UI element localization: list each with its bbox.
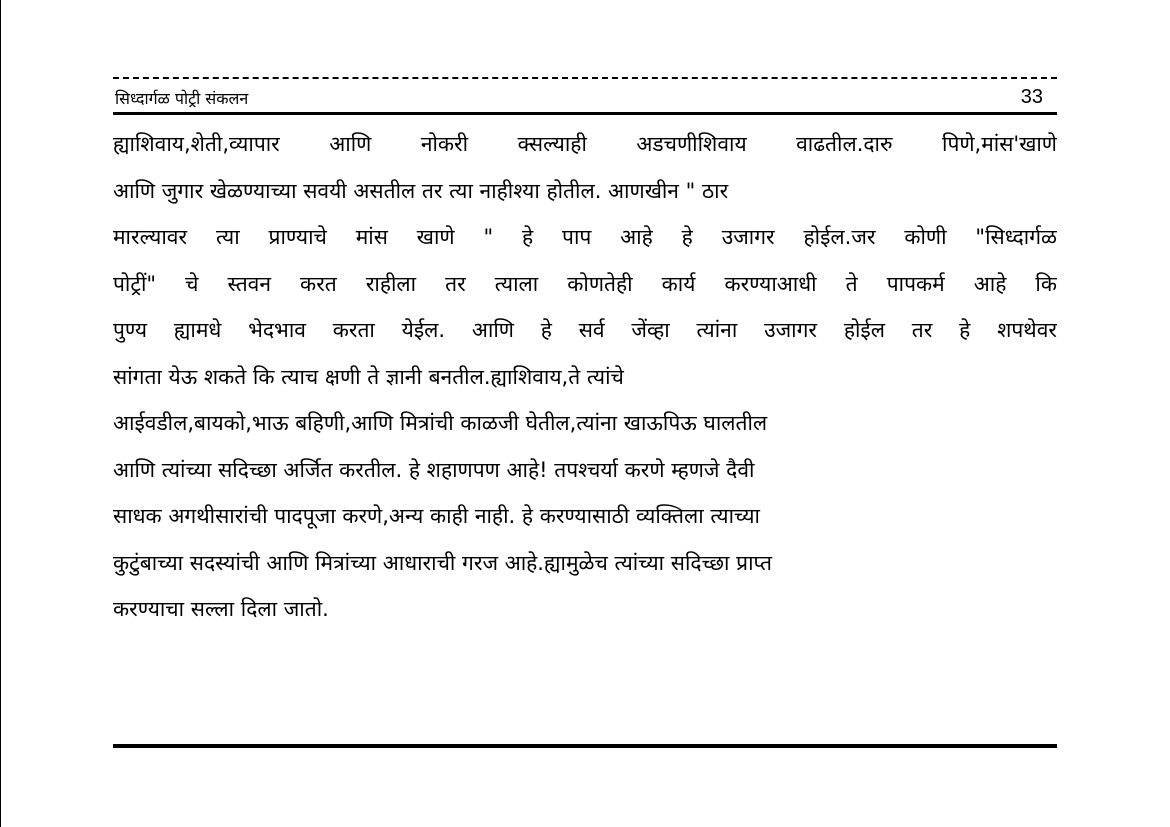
- body-text: [113, 121, 1057, 633]
- text-line: पोट्रीं" चे स्तवन करत राहीला तर त्याला कोणतेही कार्य करण्याआधी ते पापकर्म आहे कि: [113, 271, 1057, 296]
- header-rule: [113, 112, 1057, 115]
- page-left-border: [0, 0, 1, 827]
- text-line: आणि जुगार खेळण्याच्या सवयी असतील तर त्या नाहीश्या होतील. आणखीन " ठार: [113, 178, 729, 203]
- text-line: सांगता येऊ शकते कि त्याच क्षणी ते ज्ञानी बनतील.ह्याशिवाय,ते त्यांचे: [113, 364, 624, 389]
- text-line: ह्याशिवाय,शेती,व्यापार आणि नोकरी क्सल्याही अडचणीशिवाय वाढतील.दारु पिणे,मांस'खाणे: [113, 132, 1057, 156]
- text-line: आणि त्यांच्या सदिच्छा अर्जित करतील. हे शहाणपण आहे! तपश्चर्या करणे म्हणजे दैवी: [113, 457, 755, 482]
- footer-rule: [113, 744, 1057, 748]
- header-dashed-rule: [113, 77, 1057, 79]
- running-title: सिध्दार्गळ पोट्री संकलन: [115, 89, 249, 108]
- page-number: 33: [1020, 86, 1043, 108]
- text-line: कुटुंबाच्या सदस्यांची आणि मित्रांच्या आधाराची गरज आहे.ह्यामुळेच त्यांच्या सदिच्छा प्राप्त: [113, 550, 772, 575]
- text-line: आईवडील,बायको,भाऊ बहिणी,आणि मित्रांची काळजी घेतील,त्यांना खाऊपिऊ घालतील: [113, 411, 768, 435]
- text-line: पुण्य ह्यामधे भेदभाव करता येईल. आणि हे सर्व जेंव्हा त्यांना उजागर होईल तर हे शपथेवर: [113, 318, 1057, 342]
- text-line: साधक अगथीसारांची पादपूजा करणे,अन्य काही नाही. हे करण्यासाठी व्यक्तिला त्याच्या: [113, 504, 760, 528]
- text-line: करण्याचा सल्ला दिला जातो.: [113, 597, 329, 621]
- running-header: [113, 86, 1057, 112]
- text-line: मारल्यावर त्या प्राण्याचे मांस खाणे " हे पाप आहे हे उजागर होईल.जर कोणी "सिध्दार्गळ: [113, 225, 1057, 249]
